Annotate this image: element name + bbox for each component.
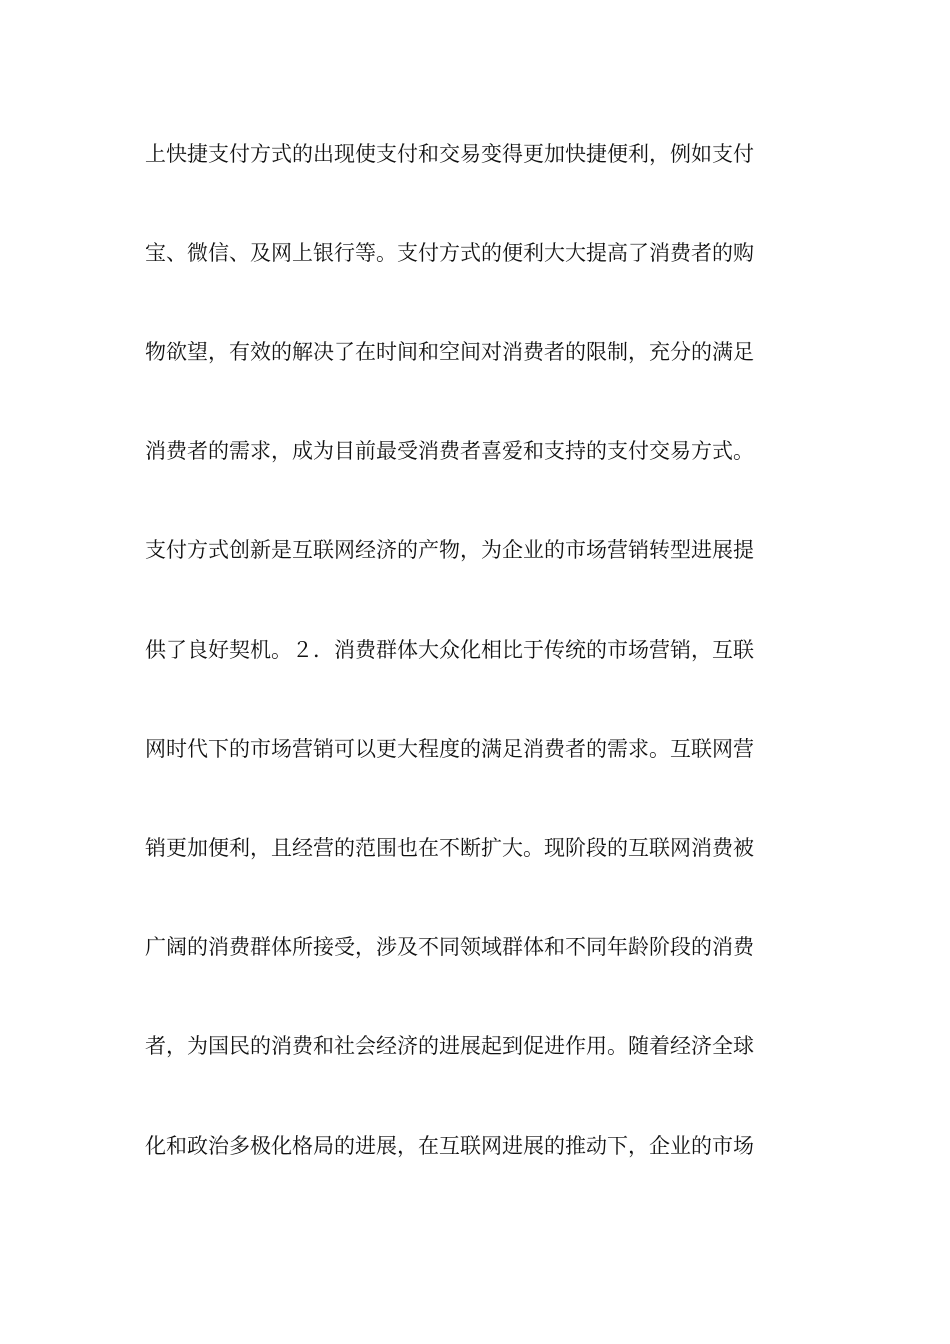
text-line: 化和政治多极化格局的进展，在互联网进展的推动下，企业的市场 (145, 1134, 754, 1158)
text-line: 者，为国民的消费和社会经济的进展起到促进作用。随着经济全球 (145, 1034, 754, 1058)
text-line: 宝、微信、及网上银行等。支付方式的便利大大提高了消费者的购 (145, 241, 754, 265)
text-line: 上快捷支付方式的出现使支付和交易变得更加快捷便利，例如支付 (145, 142, 754, 166)
text-line: 网时代下的市场营销可以更大程度的满足消费者的需求。互联网营 (145, 737, 754, 761)
text-line: 供了良好契机。２．消费群体大众化相比于传统的市场营销，互联 (145, 638, 754, 662)
text-line: 销更加便利，且经营的范围也在不断扩大。现阶段的互联网消费被 (145, 836, 754, 860)
text-line: 广阔的消费群体所接受，涉及不同领域群体和不同年龄阶段的消费 (145, 935, 754, 959)
text-line: 物欲望，有效的解决了在时间和空间对消费者的限制，充分的满足 (145, 340, 754, 364)
text-line: 消费者的需求，成为目前最受消费者喜爱和支持的支付交易方式。 (145, 439, 754, 463)
text-line: 支付方式创新是互联网经济的产物，为企业的市场营销转型进展提 (145, 538, 754, 562)
